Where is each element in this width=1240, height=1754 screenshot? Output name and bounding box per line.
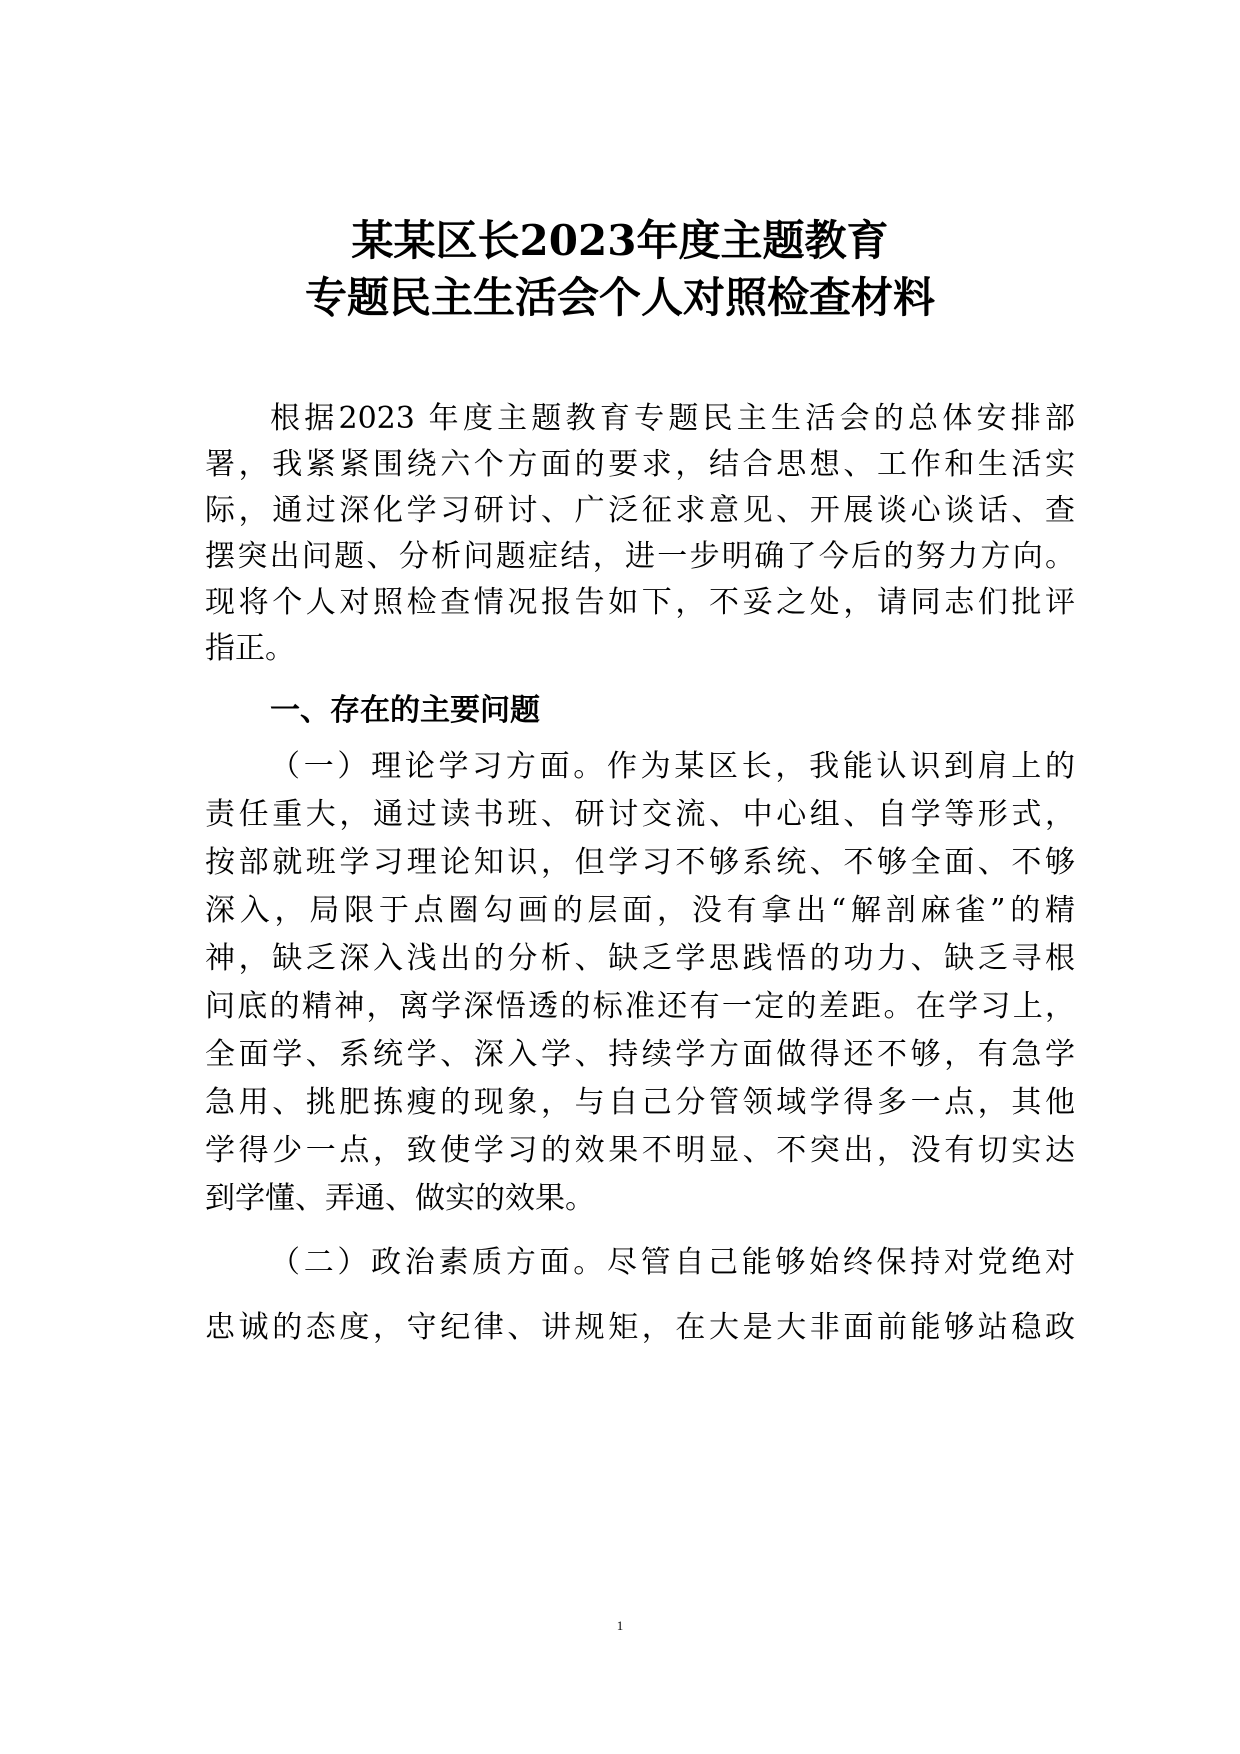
intro-line-2: 署，我紧紧围绕六个方面的要求，结合思想、工作和生活实 — [205, 447, 1075, 482]
item1-line-5: 神，缺乏深入浅出的分析、缺乏学思践悟的功力、缺乏寻根 — [205, 941, 1075, 976]
item1-line-9: 学得少一点，致使学习的效果不明显、不突出，没有切实达 — [205, 1133, 1075, 1168]
item1-line-8: 急用、挑肥拣瘦的现象，与自己分管领域学得多一点，其他 — [205, 1085, 1075, 1120]
section-heading: 一、存在的主要问题 — [270, 693, 540, 728]
intro-line-3: 际，通过深化学习研讨、广泛征求意见、开展谈心谈话、查 — [205, 493, 1075, 528]
intro-line-5: 现将个人对照检查情况报告如下，不妥之处，请同志们批评 — [205, 585, 1075, 620]
item1-line-7: 全面学、系统学、深入学、持续学方面做得还不够，有急学 — [205, 1037, 1075, 1072]
intro-line-4: 摆突出问题、分析问题症结，进一步明确了今后的努力方向。 — [205, 539, 1075, 574]
document-title-line-1: 某某区长2023年度主题教育 — [351, 216, 889, 265]
item1-line-2: 责任重大，通过读书班、研讨交流、中心组、自学等形式， — [205, 797, 1075, 832]
document-title-line-2: 专题民主生活会个人对照检查材料 — [304, 273, 935, 322]
item1-line-10: 到学懂、弄通、做实的效果。 — [205, 1181, 595, 1216]
item2-line-1: （二）政治素质方面。尽管自己能够始终保持对党绝对 — [270, 1245, 1075, 1280]
item1-line-1: （一）理论学习方面。作为某区长，我能认识到肩上的 — [270, 749, 1075, 784]
item1-line-6: 问底的精神，离学深悟透的标准还有一定的差距。在学习上， — [205, 989, 1075, 1024]
item1-line-4: 深入，局限于点圈勾画的层面，没有拿出“解剖麻雀”的精 — [205, 893, 1075, 928]
item2-line-2: 忠诚的态度，守纪律、讲规矩，在大是大非面前能够站稳政 — [205, 1310, 1075, 1345]
page-number: 1 — [616, 1618, 624, 1633]
intro-line-6: 指正。 — [205, 631, 295, 666]
intro-line-1: 根据2023 年度主题教育专题民主生活会的总体安排部 — [270, 401, 1075, 436]
item1-line-3: 按部就班学习理论知识，但学习不够系统、不够全面、不够 — [205, 845, 1075, 880]
